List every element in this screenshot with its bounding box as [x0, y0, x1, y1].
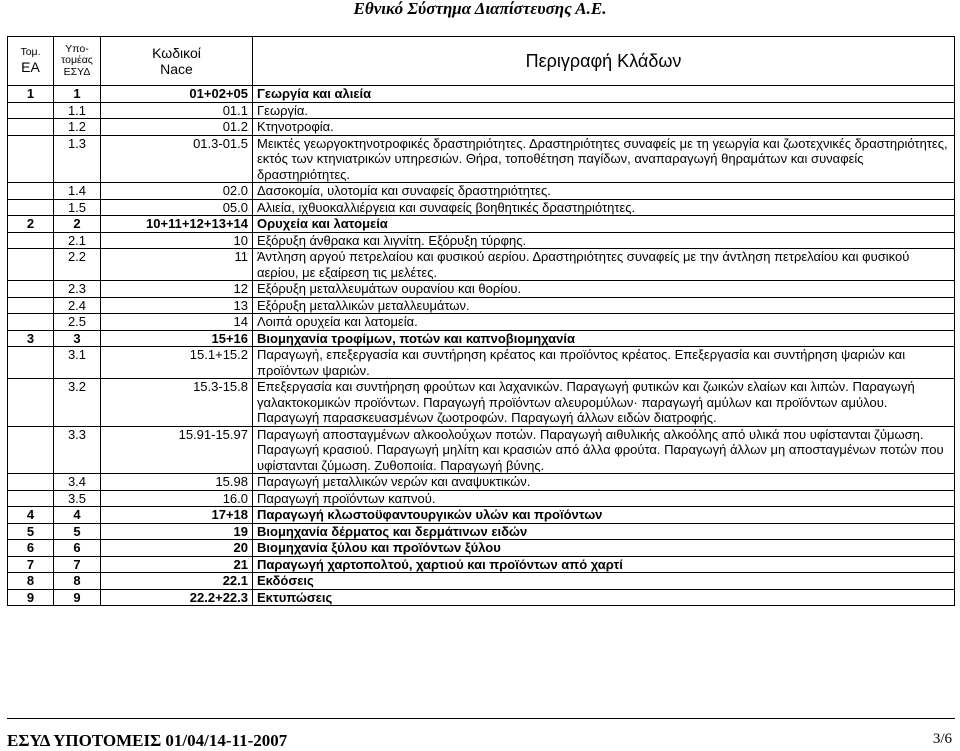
nace-code-cell: 13: [101, 297, 253, 314]
sector-row: [8, 589, 955, 606]
sector-code-cell: 4: [8, 507, 54, 524]
subsector-row: [8, 490, 955, 507]
sector-code-cell: [8, 314, 54, 331]
footer-page-number: 3/6: [932, 731, 952, 747]
table-body: [8, 86, 955, 606]
col-header-description: [253, 37, 955, 86]
subsector-code-cell: 2.2: [54, 249, 101, 281]
subsector-code-cell: 3: [54, 330, 101, 347]
sector-code-cell: 6: [8, 540, 54, 557]
col-header-tom-line2: ΕΑ: [21, 58, 40, 75]
nace-code-cell: 19: [101, 523, 253, 540]
table-header-row: [8, 37, 955, 86]
subsector-code-cell: 1.3: [54, 135, 101, 183]
description-cell: Δασοκομία, υλοτομία και συναφείς δραστηριότητες.: [253, 183, 955, 200]
col-header-tom: [8, 37, 54, 86]
nace-code-cell: 10: [101, 232, 253, 249]
sector-code-cell: [8, 347, 54, 379]
sector-row: [8, 556, 955, 573]
nace-code-cell: 20: [101, 540, 253, 557]
nace-code-cell: 15.3-15.8: [101, 379, 253, 427]
subsector-code-cell: 2.5: [54, 314, 101, 331]
subsector-row: [8, 119, 955, 136]
col-header-ypo-line2: τομέας: [61, 54, 93, 67]
sector-code-cell: [8, 232, 54, 249]
nace-code-cell: 01.1: [101, 102, 253, 119]
sector-code-cell: [8, 474, 54, 491]
subsector-row: [8, 347, 955, 379]
subsector-code-cell: 7: [54, 556, 101, 573]
subsector-row: [8, 379, 955, 427]
sector-row: [8, 330, 955, 347]
subsector-row: [8, 232, 955, 249]
subsector-row: [8, 297, 955, 314]
nace-code-cell: 16.0: [101, 490, 253, 507]
subsector-code-cell: 5: [54, 523, 101, 540]
col-header-ypotomeas: [54, 37, 101, 86]
subsector-code-cell: 2.1: [54, 232, 101, 249]
description-cell: Παραγωγή μεταλλικών νερών και αναψυκτικών.: [253, 474, 955, 491]
nace-code-cell: 01+02+05: [101, 86, 253, 103]
description-cell: Εξόρυξη άνθρακα και λιγνίτη. Εξόρυξη τύρφης.: [253, 232, 955, 249]
sector-code-cell: 3: [8, 330, 54, 347]
description-cell: Μεικτές γεωργοκτηνοτροφικές δραστηριότητες. Δραστηριότητες συναφείς με τη γεωργία και ζωοτεχνικές δραστηριότητες, εκτός των κτηνιατρικών υπηρεσιών. Θήρα, τοποθέτηση παγίδων, αναπαραγωγή θηραμάτων και συναφείς δραστηριότητες.: [253, 135, 955, 183]
sector-code-cell: [8, 297, 54, 314]
nace-code-cell: 14: [101, 314, 253, 331]
subsector-row: [8, 183, 955, 200]
col-header-tom-line1: Τομ.: [20, 46, 41, 59]
subsector-row: [8, 314, 955, 331]
subsector-code-cell: 8: [54, 573, 101, 590]
col-header-ypo-line3: ΕΣΥΔ: [63, 65, 91, 78]
description-cell: Παραγωγή κλωστοϋφαντουργικών υλών και προϊόντων: [253, 507, 955, 524]
sector-code-cell: 7: [8, 556, 54, 573]
description-cell: Κτηνοτροφία.: [253, 119, 955, 136]
nace-code-cell: 15.1+15.2: [101, 347, 253, 379]
sector-code-cell: [8, 102, 54, 119]
sector-row: [8, 523, 955, 540]
subsector-row: [8, 426, 955, 474]
description-cell: Παραγωγή χαρτοπολτού, χαρτιού και προϊόντων από χαρτί: [253, 556, 955, 573]
col-header-codes-line1: Κωδικοί: [152, 45, 201, 61]
nace-code-cell: 22.1: [101, 573, 253, 590]
subsector-row: [8, 249, 955, 281]
sector-code-cell: 1: [8, 86, 54, 103]
description-cell: Εκδόσεις: [253, 573, 955, 590]
nace-code-cell: 15+16: [101, 330, 253, 347]
description-cell: Εξόρυξη μεταλλευμάτων ουρανίου και θορίου.: [253, 281, 955, 298]
sector-code-cell: [8, 119, 54, 136]
subsector-row: [8, 135, 955, 183]
subsector-row: [8, 281, 955, 298]
nace-code-cell: 15.98: [101, 474, 253, 491]
nace-code-cell: 02.0: [101, 183, 253, 200]
description-cell: Γεωργία.: [253, 102, 955, 119]
nace-code-cell: 22.2+22.3: [101, 589, 253, 606]
sector-code-cell: 2: [8, 216, 54, 233]
subsector-code-cell: 2.4: [54, 297, 101, 314]
description-cell: Βιομηχανία δέρματος και δερμάτινων ειδών: [253, 523, 955, 540]
description-cell: Γεωργία και αλιεία: [253, 86, 955, 103]
subsector-code-cell: 1.2: [54, 119, 101, 136]
description-cell: Ορυχεία και λατομεία: [253, 216, 955, 233]
subsector-code-cell: 3.3: [54, 426, 101, 474]
footer-document-id: ΕΣΥΔ ΥΠΟΤΟΜΕΙΣ 01/04/14-11-2007: [7, 731, 288, 750]
nace-code-cell: 10+11+12+13+14: [101, 216, 253, 233]
subsector-code-cell: 2.3: [54, 281, 101, 298]
subsector-code-cell: 3.4: [54, 474, 101, 491]
description-cell: Εκτυπώσεις: [253, 589, 955, 606]
sector-row: [8, 540, 955, 557]
sector-code-cell: [8, 199, 54, 216]
subsector-code-cell: 3.2: [54, 379, 101, 427]
subsector-code-cell: 1.1: [54, 102, 101, 119]
subsector-row: [8, 199, 955, 216]
col-header-nace-codes: [101, 37, 253, 86]
col-header-description-label: Περιγραφή Κλάδων: [525, 51, 682, 71]
sector-code-cell: 9: [8, 589, 54, 606]
sector-row: [8, 216, 955, 233]
sector-row: [8, 86, 955, 103]
description-cell: Παραγωγή, επεξεργασία και συντήρηση κρέατος και προϊόντος κρέατος. Επεξεργασία και συντήρηση ψαριών και προϊόντων ψαριών.: [253, 347, 955, 379]
subsector-row: [8, 474, 955, 491]
col-header-codes-line2: Nace: [160, 61, 193, 77]
nace-code-cell: 21: [101, 556, 253, 573]
description-cell: Λοιπά ορυχεία και λατομεία.: [253, 314, 955, 331]
page-title: Εθνικό Σύστημα Διαπίστευσης Α.Ε.: [353, 0, 607, 18]
description-cell: Εξόρυξη μεταλλικών μεταλλευμάτων.: [253, 297, 955, 314]
sector-code-cell: [8, 281, 54, 298]
col-header-ypo-line1: Υπο-: [65, 42, 89, 55]
description-cell: Άντληση αργού πετρελαίου και φυσικού αερίου. Δραστηριότητες συναφείς με την άντληση πετρελαίου και φυσικού αερίου, με εξαίρεση τις μελέτες.: [253, 249, 955, 281]
sector-code-cell: [8, 490, 54, 507]
subsector-code-cell: 3.1: [54, 347, 101, 379]
sector-code-cell: [8, 183, 54, 200]
nace-sectors-table: [7, 36, 955, 606]
nace-code-cell: 01.3-01.5: [101, 135, 253, 183]
subsector-code-cell: 1.5: [54, 199, 101, 216]
subsector-code-cell: 2: [54, 216, 101, 233]
description-cell: Παραγωγή αποσταγμένων αλκοολούχων ποτών. Παραγωγή αιθυλικής αλκοόλης από υλικά που υφίστανται ζύμωση. Παραγωγή κρασιού. Παραγωγή μηλίτη και κρασιών από άλλα φρούτα. Παραγωγή άλλων μη αποσταγμένων ποτών που υφίστανται ζύμωση. Ζυθοποιία. Παραγωγή βύνης.: [253, 426, 955, 474]
subsector-code-cell: 3.5: [54, 490, 101, 507]
nace-code-cell: 05.0: [101, 199, 253, 216]
sector-code-cell: [8, 426, 54, 474]
description-cell: Βιομηχανία τροφίμων, ποτών και καπνοβιομηχανία: [253, 330, 955, 347]
subsector-row: [8, 102, 955, 119]
nace-code-cell: 01.2: [101, 119, 253, 136]
nace-code-cell: 15.91-15.97: [101, 426, 253, 474]
nace-code-cell: 11: [101, 249, 253, 281]
description-cell: Επεξεργασία και συντήρηση φρούτων και λαχανικών. Παραγωγή φυτικών και ζωικών ελαίων και λιπών. Παραγωγή γαλακτοκομικών προϊόντων. Παραγωγή προϊόντων αλευρομύλων· παραγωγή αμύλων και προϊόντων αμύλου. Παραγωγή παρασκευασμένων ζωοτροφών. Παραγωγή άλλων ειδών διατροφής.: [253, 379, 955, 427]
sector-code-cell: [8, 249, 54, 281]
subsector-code-cell: 6: [54, 540, 101, 557]
sector-code-cell: [8, 379, 54, 427]
sector-code-cell: 8: [8, 573, 54, 590]
sector-row: [8, 573, 955, 590]
subsector-code-cell: 9: [54, 589, 101, 606]
description-cell: Παραγωγή προϊόντων καπνού.: [253, 490, 955, 507]
subsector-code-cell: 4: [54, 507, 101, 524]
nace-code-cell: 12: [101, 281, 253, 298]
footer-divider: [7, 718, 955, 719]
description-cell: Βιομηχανία ξύλου και προϊόντων ξύλου: [253, 540, 955, 557]
sector-code-cell: [8, 135, 54, 183]
sector-row: [8, 507, 955, 524]
subsector-code-cell: 1.4: [54, 183, 101, 200]
sector-code-cell: 5: [8, 523, 54, 540]
nace-code-cell: 17+18: [101, 507, 253, 524]
subsector-code-cell: 1: [54, 86, 101, 103]
description-cell: Αλιεία, ιχθυοκαλλιέργεια και συναφείς βοηθητικές δραστηριότητες.: [253, 199, 955, 216]
